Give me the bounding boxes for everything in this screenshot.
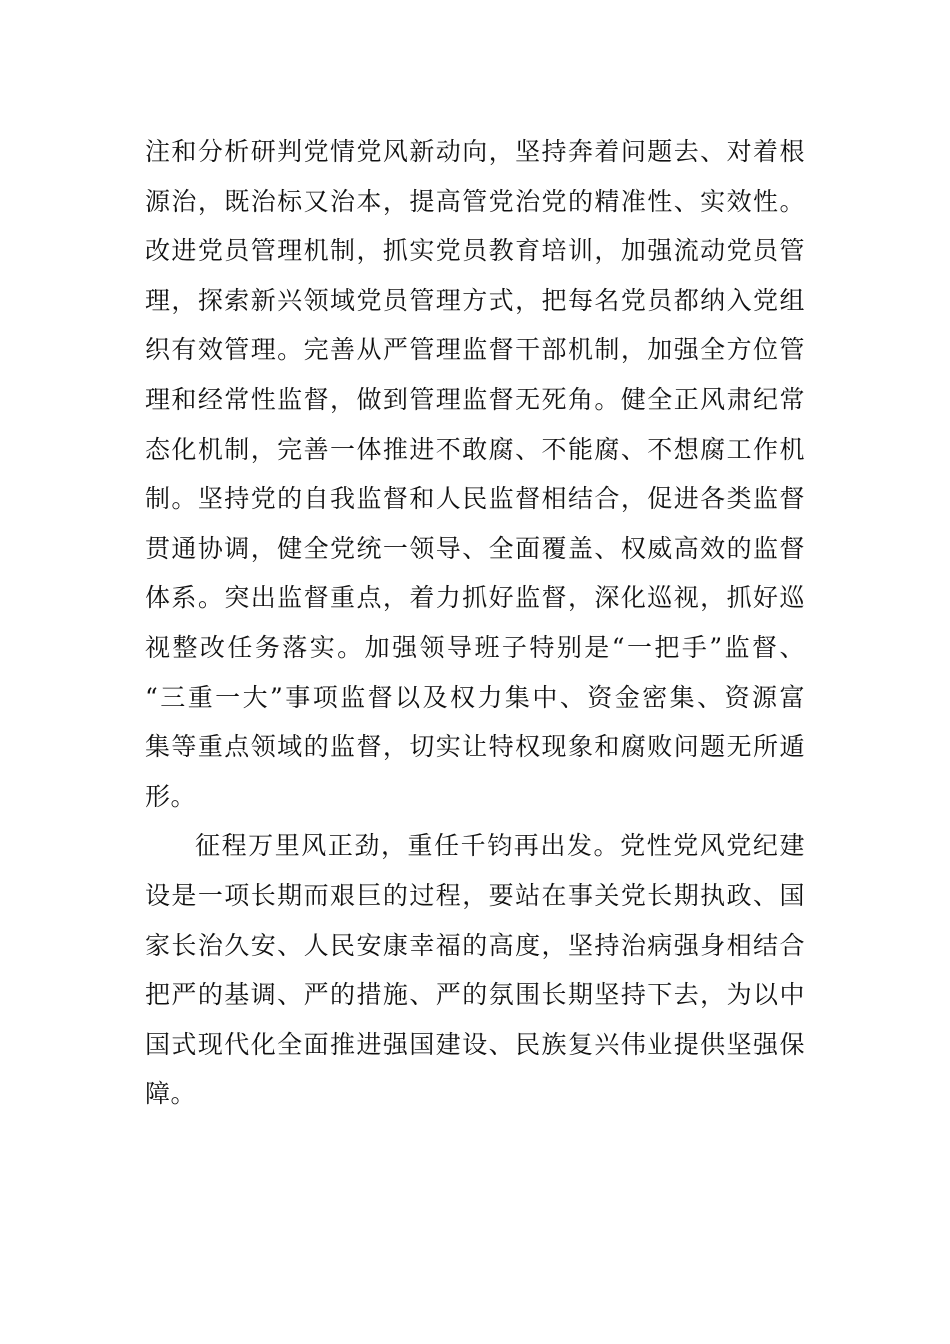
text-line: 注和分析研判党情党风新动向，坚持奔着问题去、对着根 [145, 137, 805, 166]
text-line: 把严的基调、严的措施、严的氛围长期坚持下去，为以中 [145, 980, 805, 1010]
text-line: 国式现代化全面推进强国建设、民族复兴伟业提供坚强保 [145, 1029, 805, 1059]
text-line: 改进党员管理机制，抓实党员教育培训，加强流动党员管 [145, 236, 805, 266]
body-text [145, 127, 805, 1119]
text-line: 贯通协调，健全党统一领导、全面覆盖、权威高效的监督 [145, 533, 805, 563]
text-line: 态化机制，完善一体推进不敢腐、不能腐、不想腐工作机 [145, 434, 805, 464]
text-line: 形。 [145, 781, 197, 811]
text-line: 织有效管理。完善从严管理监督干部机制，加强全方位管 [145, 335, 805, 365]
text-line: 设是一项长期而艰巨的过程，要站在事关党长期执政、国 [145, 880, 805, 910]
text-line: 集等重点领域的监督，切实让特权现象和腐败问题无所遁 [145, 732, 805, 762]
text-line: 家长治久安、人民安康幸福的高度，坚持治病强身相结合 [145, 930, 805, 960]
paragraph-1 [145, 127, 805, 821]
text-line: 制。坚持党的自我监督和人民监督相结合，促进各类监督 [145, 484, 805, 514]
text-line: “三重一大”事项监督以及权力集中、资金密集、资源富 [145, 682, 805, 712]
text-line: 障。 [145, 1079, 197, 1109]
text-line: 征程万里风正劲，重任千钧再出发。党性党风党纪建 [195, 831, 805, 861]
text-line: 视整改任务落实。加强领导班子特别是“一把手”监督、 [145, 632, 805, 662]
text-line: 源治，既治标又治本，提高管党治党的精准性、实效性。 [145, 186, 805, 216]
text-line: 理，探索新兴领域党员管理方式，把每名党员都纳入党组 [145, 285, 805, 315]
paragraph-2 [145, 821, 805, 1119]
text-line: 体系。突出监督重点，着力抓好监督，深化巡视，抓好巡 [145, 583, 805, 613]
text-line: 理和经常性监督，做到管理监督无死角。健全正风肃纪常 [145, 384, 805, 414]
